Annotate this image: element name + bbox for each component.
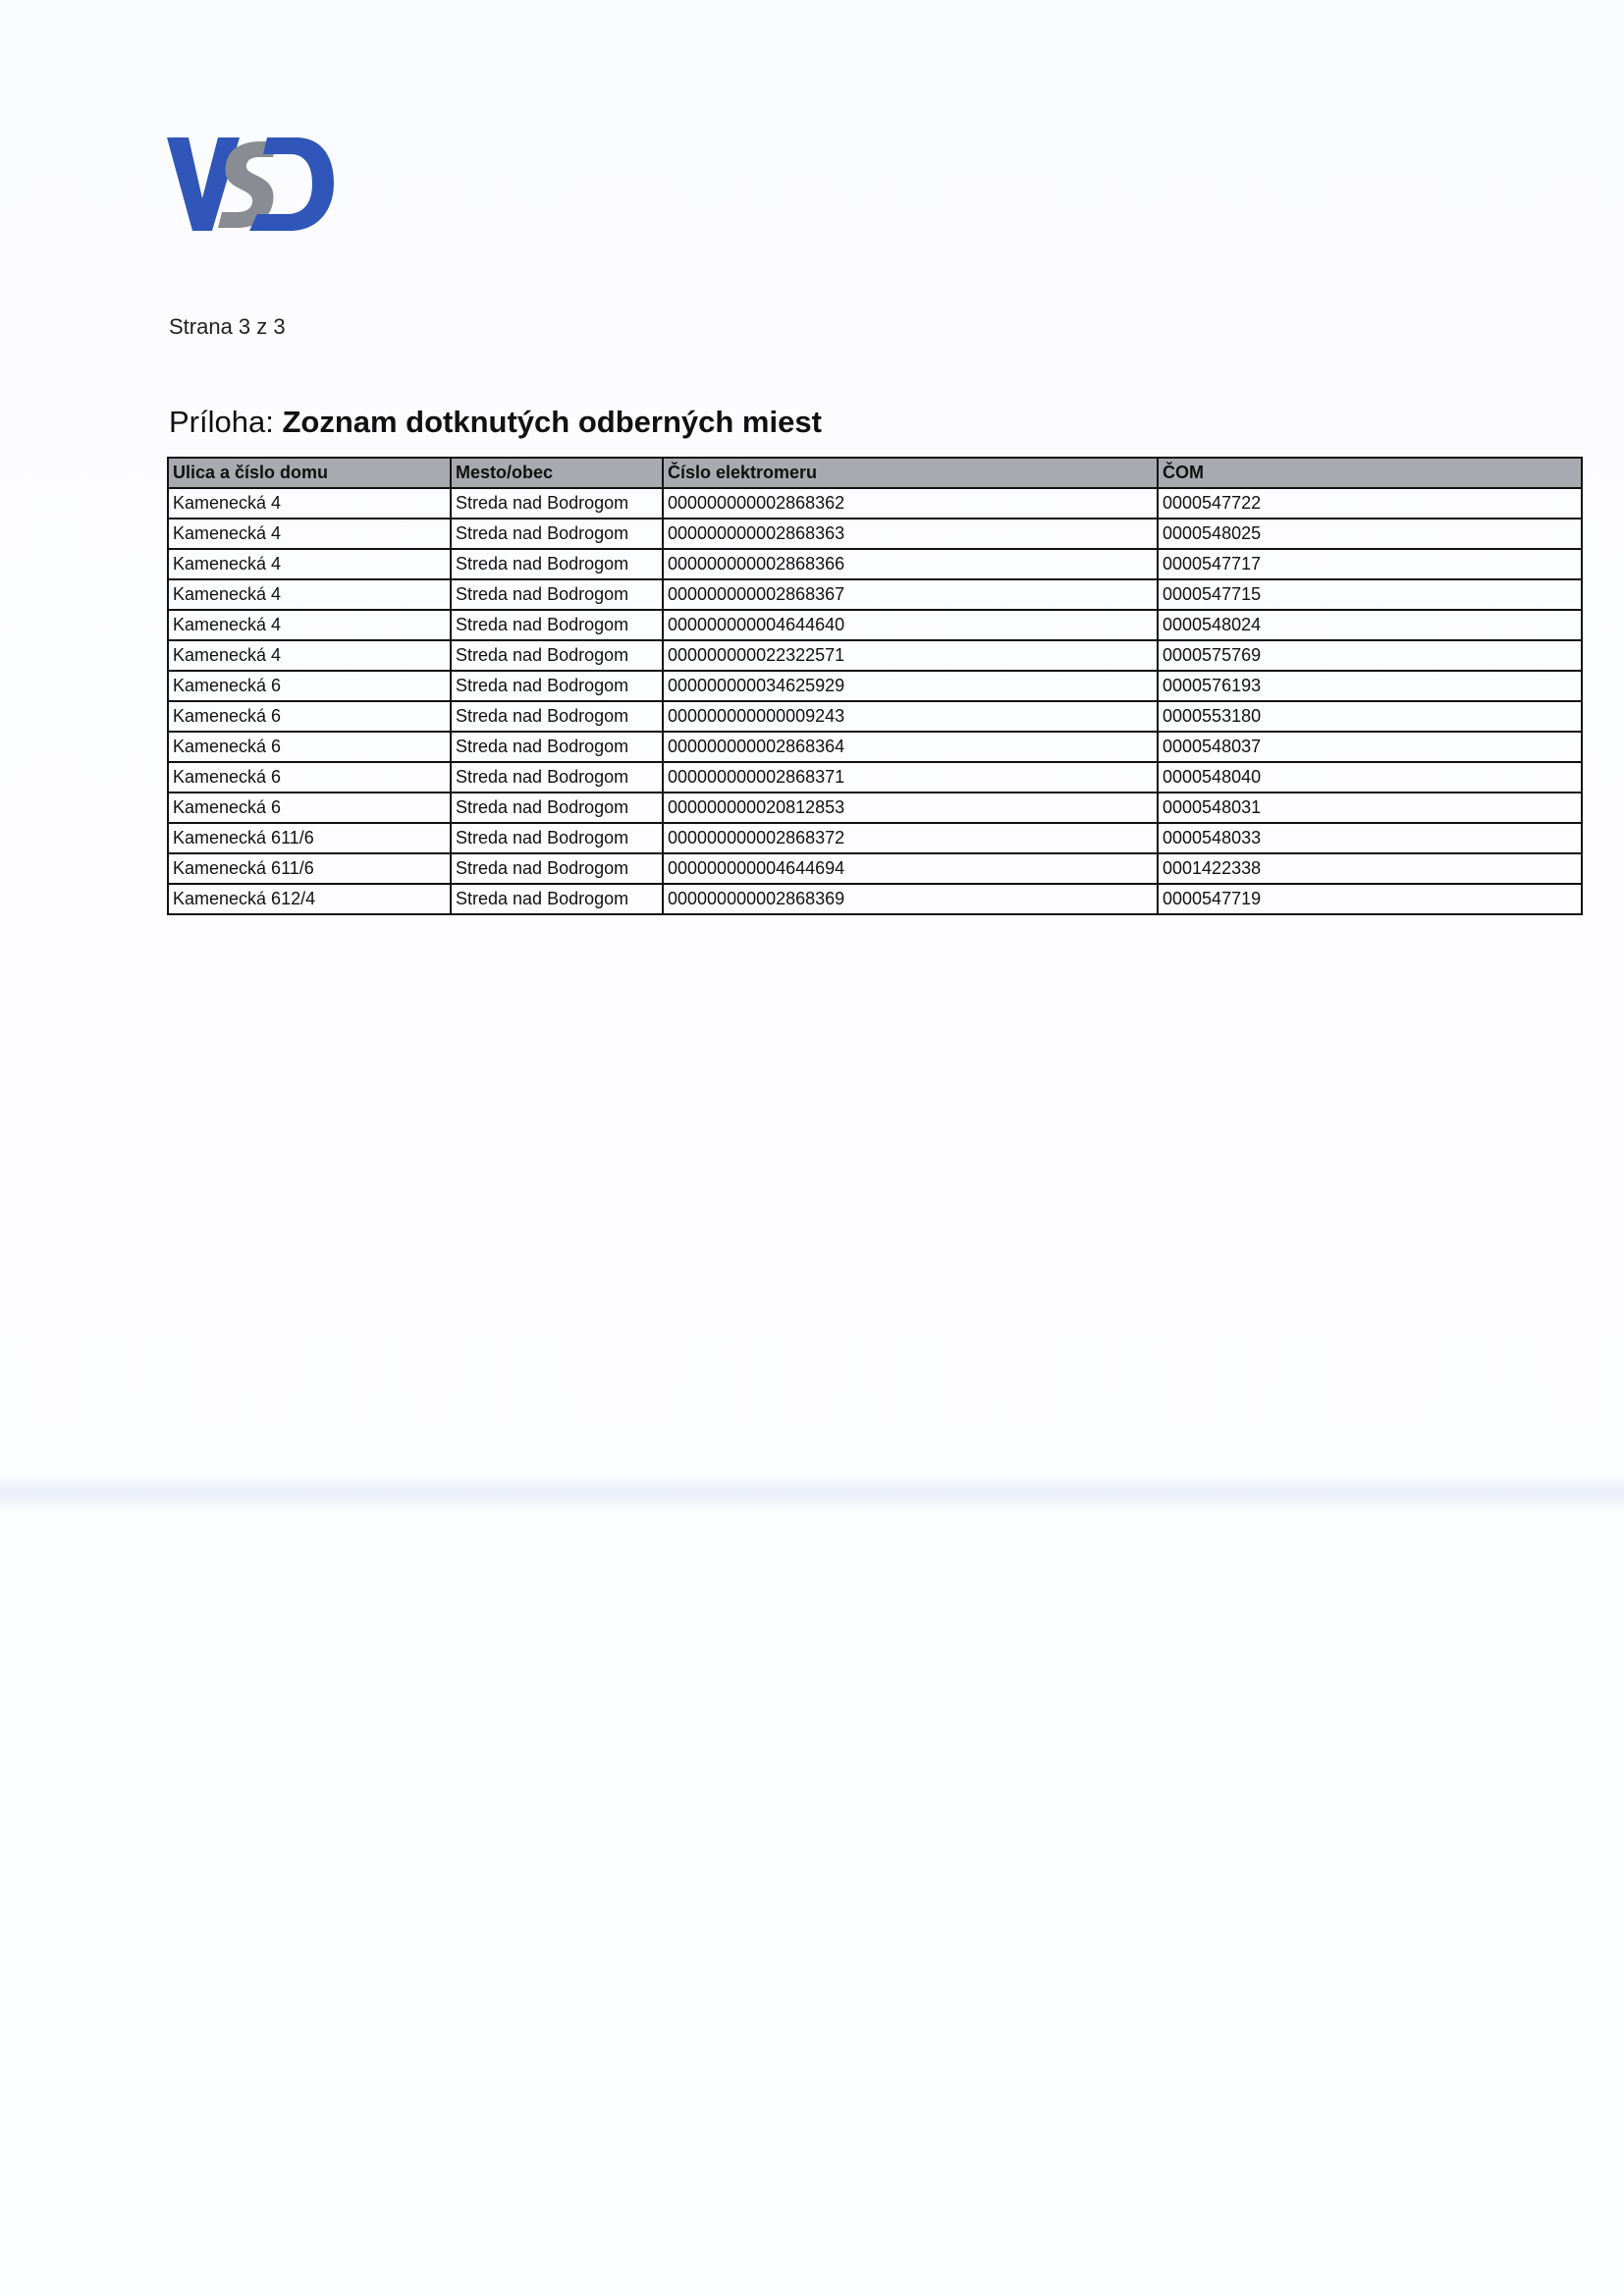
cell-com: 0000548033 bbox=[1158, 823, 1582, 853]
cell-city: Streda nad Bodrogom bbox=[451, 884, 663, 914]
column-header-com: ČOM bbox=[1158, 458, 1582, 488]
cell-street: Kamenecká 4 bbox=[168, 610, 451, 640]
cell-com: 0000547719 bbox=[1158, 884, 1582, 914]
table-row bbox=[168, 701, 1582, 732]
cell-city: Streda nad Bodrogom bbox=[451, 610, 663, 640]
cell-meter-number: 000000000002868363 bbox=[663, 519, 1158, 549]
cell-com: 0000547717 bbox=[1158, 549, 1582, 579]
column-header-city: Mesto/obec bbox=[451, 458, 663, 488]
cell-street: Kamenecká 4 bbox=[168, 488, 451, 519]
cell-street: Kamenecká 6 bbox=[168, 762, 451, 793]
table-row bbox=[168, 884, 1582, 914]
cell-city: Streda nad Bodrogom bbox=[451, 853, 663, 884]
heading-prefix: Príloha: bbox=[169, 405, 283, 439]
cell-city: Streda nad Bodrogom bbox=[451, 640, 663, 671]
cell-meter-number: 000000000004644640 bbox=[663, 610, 1158, 640]
cell-meter-number: 000000000002868367 bbox=[663, 579, 1158, 610]
table-row bbox=[168, 853, 1582, 884]
cell-city: Streda nad Bodrogom bbox=[451, 671, 663, 701]
cell-meter-number: 000000000002868366 bbox=[663, 549, 1158, 579]
cell-street: Kamenecká 6 bbox=[168, 701, 451, 732]
cell-street: Kamenecká 6 bbox=[168, 671, 451, 701]
column-header-street: Ulica a číslo domu bbox=[168, 458, 451, 488]
cell-com: 0000548024 bbox=[1158, 610, 1582, 640]
cell-com: 0000548037 bbox=[1158, 732, 1582, 762]
table-row bbox=[168, 823, 1582, 853]
vsd-logo bbox=[167, 137, 334, 231]
cell-street: Kamenecká 611/6 bbox=[168, 823, 451, 853]
table-row bbox=[168, 732, 1582, 762]
cell-com: 0000553180 bbox=[1158, 701, 1582, 732]
cell-street: Kamenecká 4 bbox=[168, 640, 451, 671]
column-header-meter-number: Číslo elektromeru bbox=[663, 458, 1158, 488]
cell-street: Kamenecká 6 bbox=[168, 732, 451, 762]
table-row bbox=[168, 640, 1582, 671]
table-row bbox=[168, 488, 1582, 519]
cell-meter-number: 000000000004644694 bbox=[663, 853, 1158, 884]
paper-fold-shadow bbox=[0, 1473, 1624, 1512]
cell-city: Streda nad Bodrogom bbox=[451, 762, 663, 793]
cell-city: Streda nad Bodrogom bbox=[451, 519, 663, 549]
table-row bbox=[168, 549, 1582, 579]
cell-street: Kamenecká 4 bbox=[168, 579, 451, 610]
cell-street: Kamenecká 611/6 bbox=[168, 853, 451, 884]
cell-city: Streda nad Bodrogom bbox=[451, 701, 663, 732]
table-row bbox=[168, 762, 1582, 793]
page-number: Strana 3 z 3 bbox=[169, 314, 286, 339]
cell-com: 0000548040 bbox=[1158, 762, 1582, 793]
affected-sites-table bbox=[167, 457, 1583, 915]
attachment-heading bbox=[169, 405, 822, 440]
cell-com: 0000576193 bbox=[1158, 671, 1582, 701]
cell-city: Streda nad Bodrogom bbox=[451, 579, 663, 610]
cell-city: Streda nad Bodrogom bbox=[451, 549, 663, 579]
cell-meter-number: 000000000002868369 bbox=[663, 884, 1158, 914]
table-row bbox=[168, 610, 1582, 640]
cell-com: 0000575769 bbox=[1158, 640, 1582, 671]
cell-meter-number: 000000000002868362 bbox=[663, 488, 1158, 519]
table-row bbox=[168, 793, 1582, 823]
cell-street: Kamenecká 4 bbox=[168, 519, 451, 549]
cell-meter-number: 000000000002868372 bbox=[663, 823, 1158, 853]
table-header-row bbox=[168, 458, 1582, 488]
cell-city: Streda nad Bodrogom bbox=[451, 732, 663, 762]
cell-meter-number: 000000000020812853 bbox=[663, 793, 1158, 823]
cell-meter-number: 000000000002868364 bbox=[663, 732, 1158, 762]
cell-meter-number: 000000000034625929 bbox=[663, 671, 1158, 701]
cell-street: Kamenecká 4 bbox=[168, 549, 451, 579]
cell-meter-number: 000000000002868371 bbox=[663, 762, 1158, 793]
cell-com: 0000548025 bbox=[1158, 519, 1582, 549]
cell-com: 0000547722 bbox=[1158, 488, 1582, 519]
cell-meter-number: 000000000000009243 bbox=[663, 701, 1158, 732]
table-row bbox=[168, 671, 1582, 701]
cell-street: Kamenecká 6 bbox=[168, 793, 451, 823]
cell-city: Streda nad Bodrogom bbox=[451, 823, 663, 853]
table-row bbox=[168, 519, 1582, 549]
cell-com: 0000547715 bbox=[1158, 579, 1582, 610]
cell-com: 0000548031 bbox=[1158, 793, 1582, 823]
table-row bbox=[168, 579, 1582, 610]
heading-title: Zoznam dotknutých odberných miest bbox=[282, 405, 822, 439]
cell-meter-number: 000000000022322571 bbox=[663, 640, 1158, 671]
cell-city: Streda nad Bodrogom bbox=[451, 488, 663, 519]
cell-com: 0001422338 bbox=[1158, 853, 1582, 884]
cell-street: Kamenecká 612/4 bbox=[168, 884, 451, 914]
cell-city: Streda nad Bodrogom bbox=[451, 793, 663, 823]
